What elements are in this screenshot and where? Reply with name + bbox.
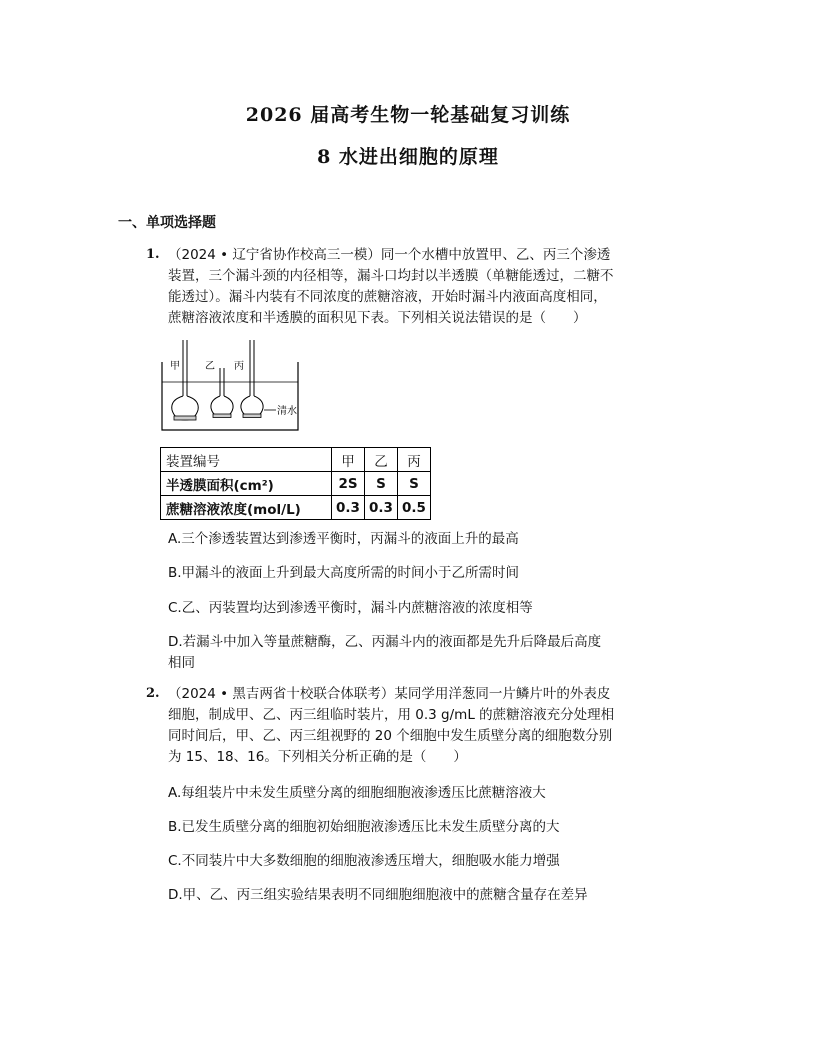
question-1-number: 1.	[146, 247, 160, 262]
question-2-line: 为 15、18、16。下列相关分析正确的是（ ）	[168, 749, 467, 765]
table-cell: 丙	[398, 448, 431, 472]
table-cell: 2S	[332, 472, 365, 496]
question-2-line: （2024 • 黑吉两省十校联合体联考）某同学用洋葱同一片鳞片叶的外表皮	[168, 686, 611, 702]
funnel-jia	[172, 340, 199, 420]
question-1-option-b: B.甲漏斗的液面上升到最大高度所需的时间小于乙所需时间	[168, 565, 520, 581]
question-1-option-c: C.乙、丙装置均达到渗透平衡时，漏斗内蔗糖溶液的浓度相等	[168, 600, 533, 616]
question-1-line: （2024 • 辽宁省协作校高三一模）同一个水槽中放置甲、乙、丙三个渗透	[168, 247, 611, 263]
table-cell: 0.3	[365, 496, 398, 520]
question-2-option-d: D.甲、乙、丙三组实验结果表明不同细胞细胞液中的蔗糖含量存在差异	[168, 887, 588, 903]
question-1-option-a: A.三个渗透装置达到渗透平衡时，丙漏斗的液面上升的最高	[168, 531, 519, 547]
question-1-option-d: D.若漏斗中加入等量蔗糖酶，乙、丙漏斗内的液面都是先升后降最后高度	[168, 634, 602, 650]
question-1-line: 能透过）。漏斗内装有不同浓度的蔗糖溶液，开始时漏斗内液面高度相同，	[168, 289, 607, 305]
question-2-line: 细胞，制成甲、乙、丙三组临时装片，用 0.3 g/mL 的蔗糖溶液充分处理相	[168, 707, 615, 723]
table-row	[161, 448, 431, 472]
label-bing: 丙	[234, 361, 244, 372]
funnel-yi	[211, 368, 233, 418]
label-water: 清水	[277, 406, 297, 417]
document-title: 2026 届高考生物一轮基础复习训练	[245, 104, 571, 126]
osmosis-apparatus-figure	[160, 338, 310, 433]
question-2-number: 2.	[146, 686, 160, 701]
table-cell: 半透膜面积(cm²)	[161, 472, 332, 496]
question-1-option-d-continued: 相同	[168, 655, 195, 671]
question-1-table	[160, 447, 431, 520]
label-yi: 乙	[205, 361, 215, 372]
funnel-bing	[241, 340, 263, 418]
table-cell: 甲	[332, 448, 365, 472]
question-1-line: 蔗糖溶液浓度和半透膜的面积见下表。下列相关说法错误的是（ ）	[168, 310, 587, 326]
question-2-line: 同时间后，甲、乙、丙三组视野的 20 个细胞中发生质壁分离的细胞数分别	[168, 728, 613, 744]
section-heading: 一、单项选择题	[118, 215, 216, 231]
table-cell: 装置编号	[161, 448, 332, 472]
table-row	[161, 472, 431, 496]
table-cell: 乙	[365, 448, 398, 472]
table-cell: S	[398, 472, 431, 496]
table-row	[161, 496, 431, 520]
question-2-option-a: A.每组装片中未发生质壁分离的细胞细胞液渗透压比蔗糖溶液大	[168, 785, 546, 801]
question-2-option-b: B.已发生质壁分离的细胞初始细胞液渗透压比未发生质壁分离的大	[168, 819, 560, 835]
question-1-stem	[168, 245, 614, 329]
question-2-option-c: C.不同装片中大多数细胞的细胞液渗透压增大，细胞吸水能力增强	[168, 853, 560, 869]
table-cell: 0.3	[332, 496, 365, 520]
table-cell: 0.5	[398, 496, 431, 520]
document-subtitle: 8 水进出细胞的原理	[317, 146, 499, 168]
question-1-line: 装置，三个漏斗颈的内径相等，漏斗口均封以半透膜（单糖能透过，二糖不	[168, 268, 614, 284]
table-cell: 蔗糖溶液浓度(mol/L)	[161, 496, 332, 520]
question-2-stem	[168, 684, 614, 768]
label-jia: 甲	[170, 361, 180, 372]
table-cell: S	[365, 472, 398, 496]
